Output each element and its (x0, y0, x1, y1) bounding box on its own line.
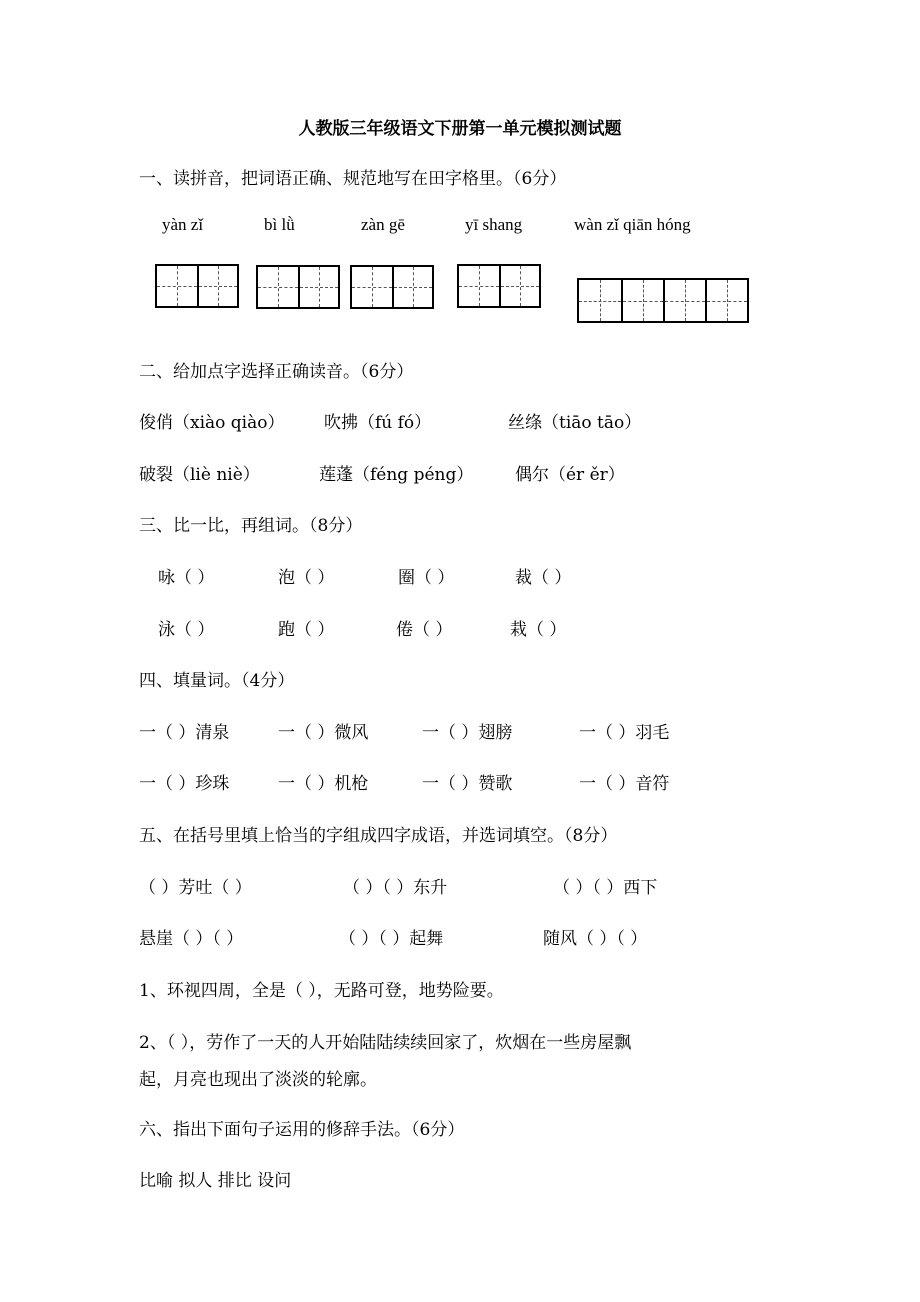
rhetoric-options: 比喻 拟人 排比 设问 (139, 1171, 292, 1191)
s2-item: 丝绦（tiāo tāo） (508, 413, 642, 433)
grid-cell[interactable] (621, 280, 663, 321)
s3-item: 跑（ ） (278, 620, 335, 640)
s3-item: 倦（ ） (396, 620, 453, 640)
s4-item: 一（ ）珍珠 (139, 774, 230, 794)
s5-item: 随风（ ）（ ） (543, 929, 648, 949)
grid-cell[interactable] (157, 266, 197, 306)
pinyin-5: wàn zǐ qiān hóng (574, 215, 691, 234)
s3-item: 泳（ ） (158, 620, 215, 640)
tianzige-grid-3[interactable] (350, 265, 434, 309)
s3-item: 圈（ ） (398, 568, 455, 588)
s4-item: 一（ ）赞歌 (422, 774, 513, 794)
tianzige-grid-2[interactable] (256, 265, 340, 309)
s5-question-2: 2、（ ），劳作了一天的人开始陆陆续续回家了，炊烟在一些房屋飘 (139, 1033, 632, 1053)
s3-item: 泡（ ） (278, 568, 335, 588)
pinyin-4: yī shang (465, 215, 523, 234)
s3-item: 栽（ ） (510, 620, 567, 640)
grid-cell[interactable] (392, 267, 432, 307)
section-4-heading: 四、填量词。（4分） (139, 671, 295, 691)
grid-cell[interactable] (579, 280, 621, 321)
tianzige-grid-4[interactable] (457, 264, 541, 308)
s2-item: 俊俏（xiào qiào） (139, 413, 285, 433)
s5-item: 悬崖（ ）（ ） (139, 929, 244, 949)
s5-item: （ ）芳吐（ ） (139, 878, 252, 898)
grid-cell[interactable] (298, 267, 338, 307)
pinyin-1: yàn zǐ (162, 215, 204, 234)
grid-cell[interactable] (197, 266, 237, 306)
section-5-heading: 五、在括号里填上恰当的字组成四字成语，并选词填空。（8分） (139, 826, 618, 846)
grid-cell[interactable] (663, 280, 705, 321)
s4-item: 一（ ）音符 (579, 774, 670, 794)
s5-question-2-cont: 起，月亮也现出了淡淡的轮廓。 (139, 1070, 377, 1090)
s5-question-1: 1、环视四周，全是（ ），无路可登，地势险要。 (139, 981, 504, 1001)
s2-item: 破裂（liè niè） (139, 465, 260, 485)
pinyin-3: zàn gē (361, 215, 405, 234)
s4-item: 一（ ）机枪 (278, 774, 369, 794)
section-6-heading: 六、指出下面句子运用的修辞手法。（6分） (139, 1120, 465, 1140)
s4-item: 一（ ）微风 (278, 723, 369, 743)
grid-cell[interactable] (459, 266, 499, 306)
section-1-heading: 一、读拼音，把词语正确、规范地写在田字格里。（6分） (139, 169, 567, 189)
section-3-heading: 三、比一比，再组词。（8分） (139, 516, 363, 536)
grid-cell[interactable] (499, 266, 539, 306)
pinyin-2: bì lǜ (264, 215, 295, 234)
s5-item: （ ）（ ）西下 (553, 878, 658, 898)
s2-item: 吹拂（fú fó） (324, 413, 432, 433)
grid-cell[interactable] (258, 267, 298, 307)
s5-item: （ ）（ ）起舞 (339, 929, 444, 949)
grid-cell[interactable] (705, 280, 747, 321)
s4-item: 一（ ）翅膀 (422, 723, 513, 743)
s2-item: 莲蓬（féng péng） (319, 465, 474, 485)
section-2-heading: 二、给加点字选择正确读音。（6分） (139, 362, 414, 382)
s2-item: 偶尔（ér ěr） (515, 465, 625, 485)
s3-item: 裁（ ） (515, 568, 572, 588)
tianzige-grid-1[interactable] (155, 264, 239, 308)
grid-cell[interactable] (352, 267, 392, 307)
page-title: 人教版三年级语文下册第一单元模拟测试题 (298, 119, 622, 139)
s4-item: 一（ ）清泉 (139, 723, 230, 743)
s5-item: （ ）（ ）东升 (343, 878, 448, 898)
s3-item: 咏（ ） (158, 568, 215, 588)
tianzige-grid-5[interactable] (577, 278, 749, 323)
s4-item: 一（ ）羽毛 (579, 723, 670, 743)
